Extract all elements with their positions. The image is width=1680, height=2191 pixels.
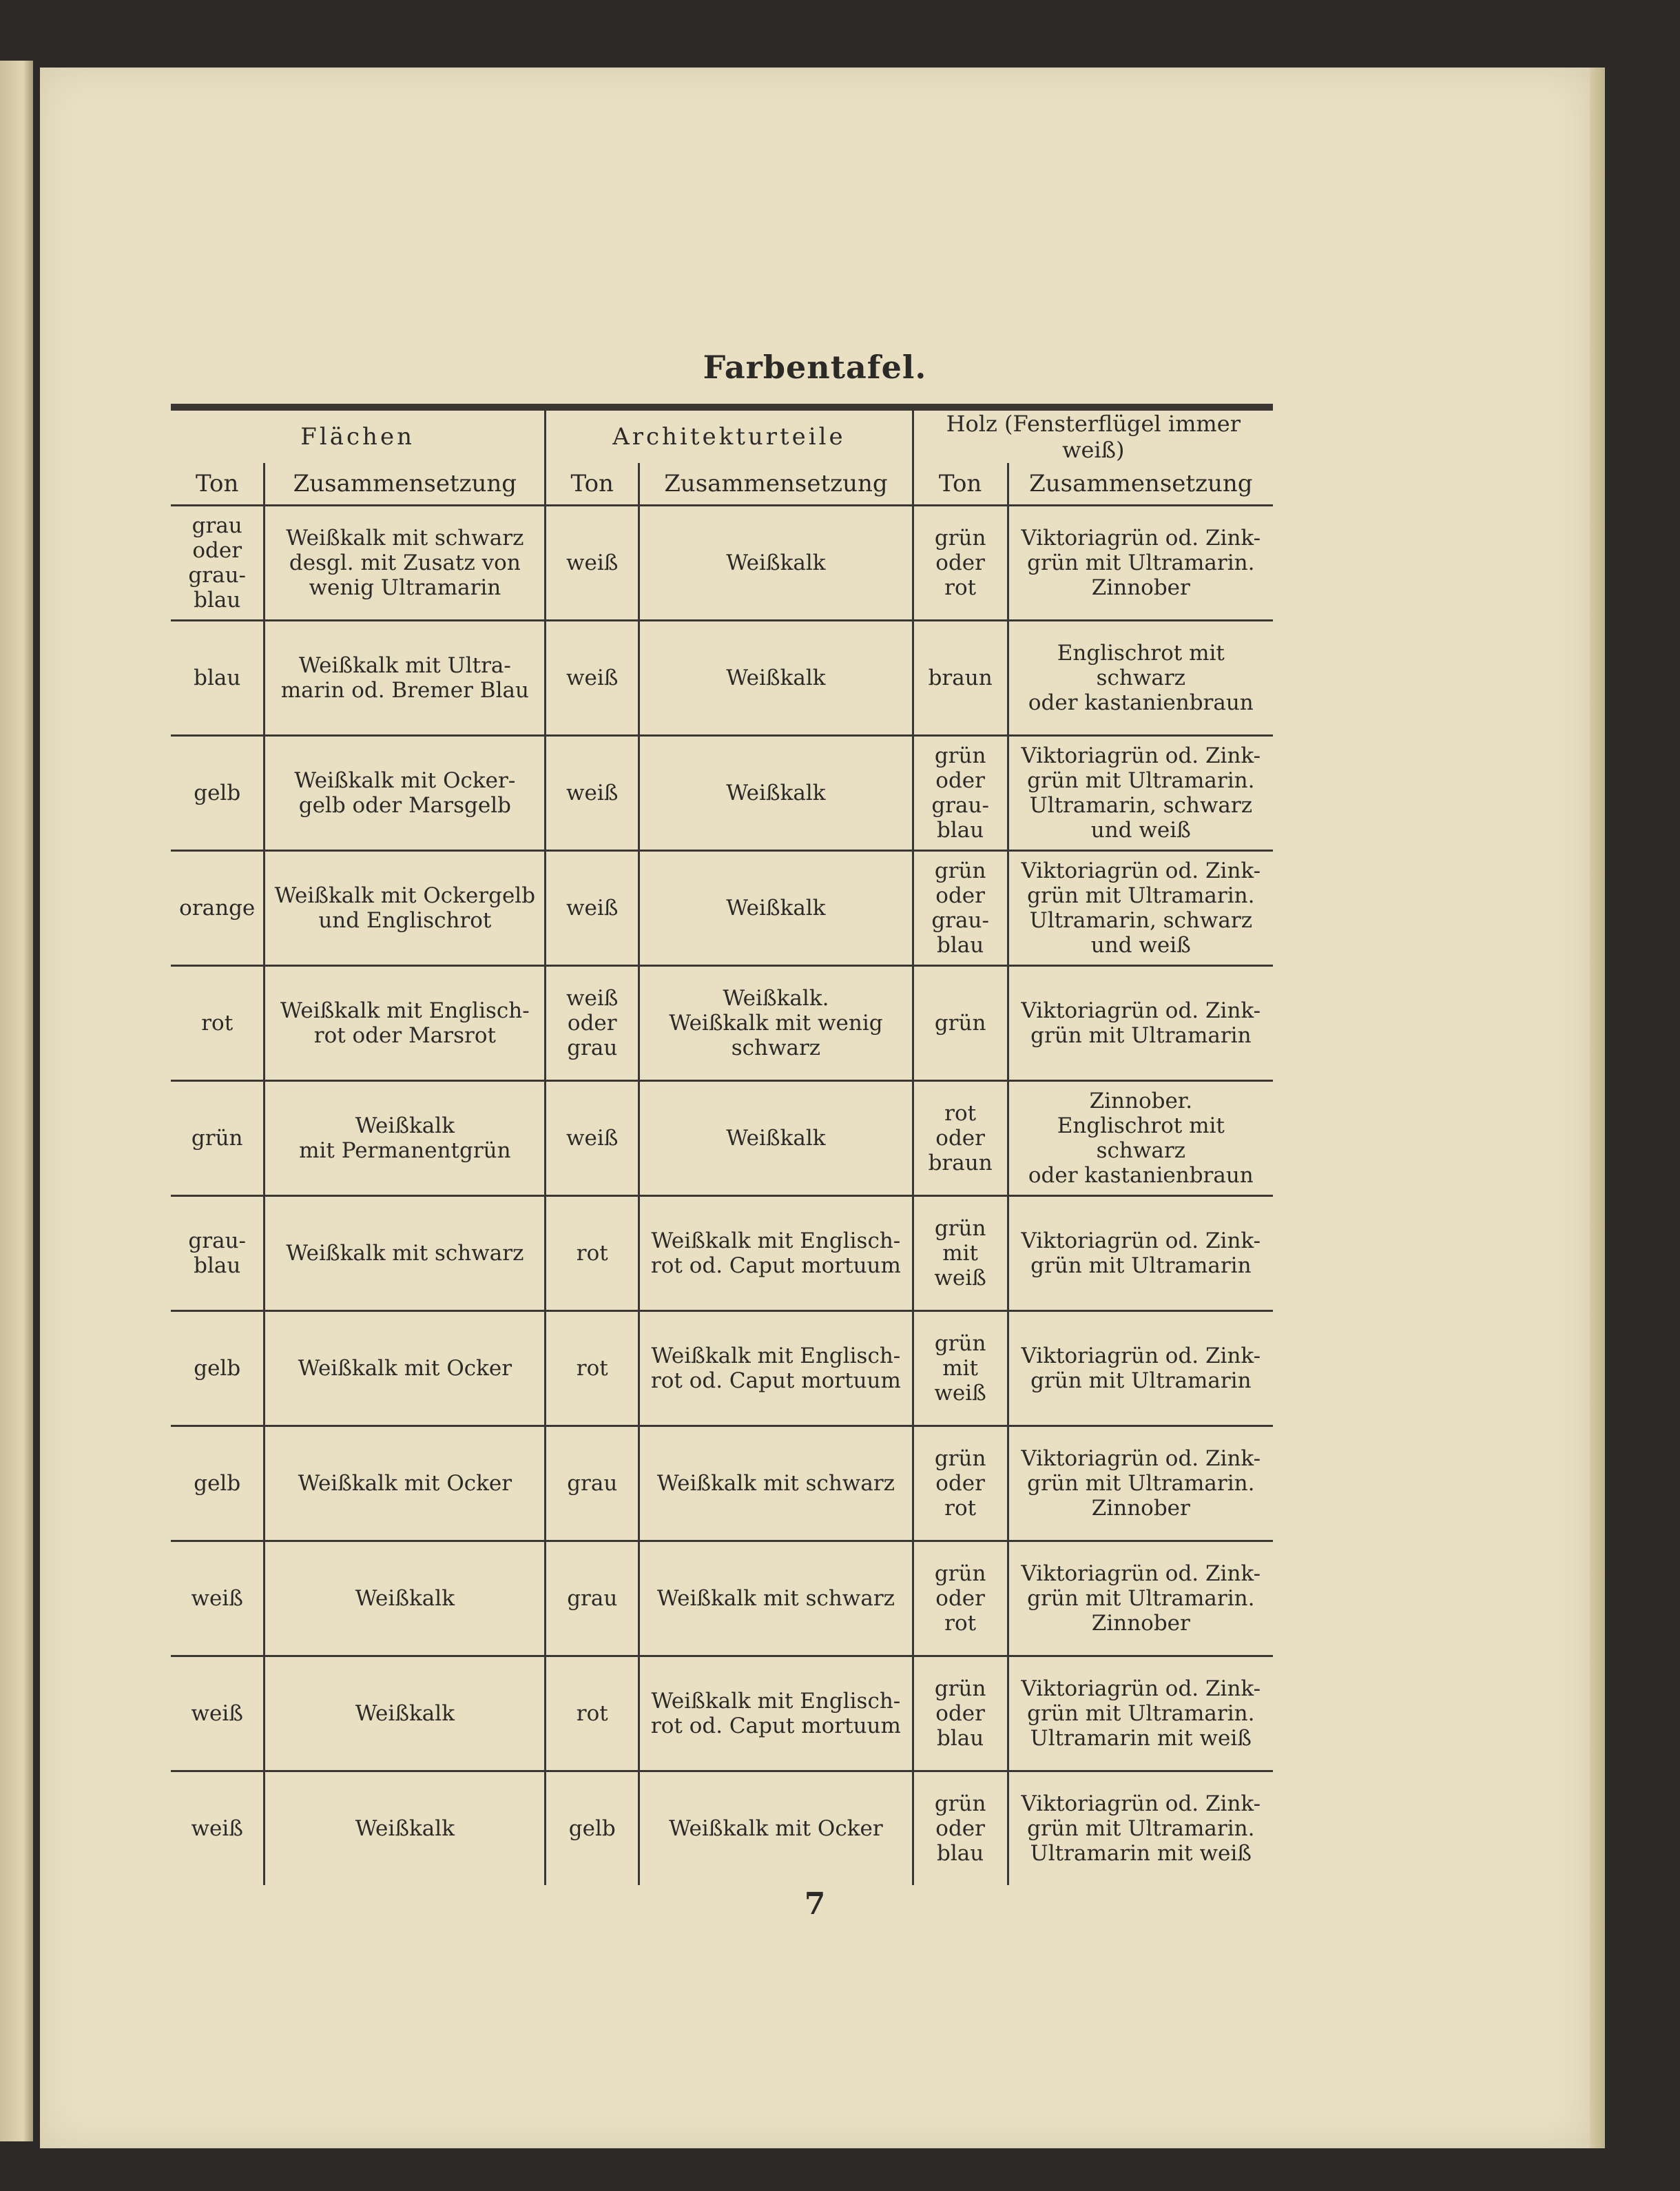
cell-flaechen-ton: blau bbox=[171, 621, 265, 736]
cell-flaechen-ton: grau- blau bbox=[171, 1196, 265, 1311]
cell-flaechen-zusammensetzung: Weißkalk mit Ocker- gelb oder Marsgelb bbox=[265, 736, 546, 851]
cell-holz-zusammensetzung: Viktoriagrün od. Zink- grün mit Ultramarin. Ultramarin mit weiß bbox=[1008, 1771, 1273, 1886]
cell-holz-ton: rot oder braun bbox=[913, 1081, 1008, 1196]
table-row bbox=[171, 736, 1273, 851]
table-row bbox=[171, 621, 1273, 736]
cell-flaechen-ton: rot bbox=[171, 966, 265, 1081]
cell-flaechen-ton: weiß bbox=[191, 1816, 243, 1841]
page-right-edge bbox=[1590, 68, 1605, 2148]
cell-arch-ton: weiß bbox=[546, 851, 639, 966]
cell-holz-ton: grün oder blau bbox=[913, 1771, 1008, 1886]
table-row bbox=[171, 966, 1273, 1081]
cell-arch-zusammensetzung: Weißkalk mit schwarz bbox=[639, 1541, 913, 1656]
cell-holz-zusammensetzung: Viktoriagrün od. Zink- grün mit Ultramarin. Ultramarin, schwarz und weiß bbox=[1008, 736, 1273, 851]
cell-flaechen-zusammensetzung: Weißkalk mit schwarz desgl. mit Zusatz von wenig Ultramarin bbox=[265, 506, 546, 621]
cell-arch-zusammensetzung: Weißkalk bbox=[639, 851, 913, 966]
cell-flaechen-ton: weiß bbox=[171, 1656, 265, 1771]
cell-arch-ton: gelb bbox=[546, 1771, 639, 1886]
table-row bbox=[171, 1426, 1273, 1541]
cell-flaechen-zusammensetzung: Weißkalk mit Englisch- rot oder Marsrot bbox=[265, 966, 546, 1081]
cell-flaechen-ton: gelb bbox=[171, 1311, 265, 1426]
cell-arch-zusammensetzung: Weißkalk bbox=[639, 621, 913, 736]
cell-flaechen-zusammensetzung: Weißkalk mit Ultra- marin od. Bremer Blau bbox=[265, 621, 546, 736]
cell-arch-zusammensetzung: Weißkalk mit Englisch- rot od. Caput mortuum bbox=[639, 1656, 913, 1771]
cell-arch-zusammensetzung: Weißkalk mit Ocker bbox=[639, 1771, 913, 1886]
cell-arch-zusammensetzung: Weißkalk bbox=[639, 506, 913, 621]
cell-flaechen-ton: grau oder grau- blau bbox=[171, 506, 265, 621]
cell-arch-ton: weiß bbox=[546, 506, 639, 621]
table-row bbox=[171, 1541, 1273, 1656]
cell-holz-zusammensetzung: Viktoriagrün od. Zink- grün mit Ultramarin bbox=[1008, 1311, 1273, 1426]
table-row bbox=[171, 1656, 1273, 1771]
cell-holz-ton: grün oder grau- blau bbox=[913, 851, 1008, 966]
cell-arch-ton: grau bbox=[546, 1426, 639, 1541]
cell-flaechen-ton: gelb bbox=[171, 1426, 265, 1541]
cell-flaechen-ton: gelb bbox=[171, 736, 265, 851]
column-header-holz-ton: Ton bbox=[913, 463, 1008, 506]
cell-holz-ton: grün bbox=[913, 966, 1008, 1081]
table-row bbox=[171, 506, 1273, 621]
table-group-header-row bbox=[171, 407, 1273, 463]
table-row bbox=[171, 851, 1273, 966]
cell-flaechen-zusammensetzung: Weißkalk mit Ockergelb und Englischrot bbox=[265, 851, 546, 966]
column-header-flaechen-zusammensetzung: Zusammensetzung bbox=[265, 463, 546, 506]
cell-arch-ton: rot bbox=[546, 1311, 639, 1426]
cell-arch-zusammensetzung: Weißkalk bbox=[639, 736, 913, 851]
cell-arch-ton: grau bbox=[546, 1541, 639, 1656]
cell-arch-zusammensetzung: Weißkalk bbox=[639, 1081, 913, 1196]
color-table bbox=[171, 404, 1273, 1885]
table-row bbox=[171, 1311, 1273, 1426]
cell-arch-zusammensetzung: Weißkalk mit Englisch- rot od. Caput mortuum bbox=[639, 1196, 913, 1311]
group-header-architekturteile: Architekturteile bbox=[546, 407, 913, 463]
cell-flaechen-zusammensetzung: Weißkalk mit Ocker bbox=[265, 1311, 546, 1426]
cell-arch-zusammensetzung: Weißkalk. Weißkalk mit wenig schwarz bbox=[639, 966, 913, 1081]
cell-arch-ton: weiß bbox=[546, 1081, 639, 1196]
cell-arch-zusammensetzung: Weißkalk mit schwarz bbox=[639, 1426, 913, 1541]
cell-flaechen-ton: weiß bbox=[171, 1541, 265, 1656]
cell-arch-ton: rot bbox=[546, 1196, 639, 1311]
page-title: Farbentafel. bbox=[703, 349, 927, 386]
table-row bbox=[171, 1196, 1273, 1311]
cell-holz-zusammensetzung: Viktoriagrün od. Zink- grün mit Ultramarin. Zinnober bbox=[1008, 1541, 1273, 1656]
cell-arch-ton: weiß bbox=[546, 736, 639, 851]
cell-holz-ton: grün oder rot bbox=[913, 1541, 1008, 1656]
cell-holz-ton: braun bbox=[913, 621, 1008, 736]
cell-holz-zusammensetzung: Viktoriagrün od. Zink- grün mit Ultramarin. Zinnober bbox=[1008, 506, 1273, 621]
cell-flaechen-zusammensetzung: Weißkalk bbox=[265, 1656, 546, 1771]
cell-holz-ton: grün mit weiß bbox=[913, 1311, 1008, 1426]
cell-holz-ton: grün oder rot bbox=[913, 506, 1008, 621]
left-page-edge bbox=[0, 61, 33, 2141]
cell-holz-zusammensetzung: Zinnober. Englischrot mit schwarz oder kastanienbraun bbox=[1008, 1081, 1273, 1196]
cell-arch-ton: weiß oder grau bbox=[546, 966, 639, 1081]
cell-flaechen-zusammensetzung: Weißkalk mit schwarz bbox=[265, 1196, 546, 1311]
page-number: 7 bbox=[804, 1886, 826, 1922]
cell-flaechen-zusammensetzung: Weißkalk bbox=[265, 1771, 546, 1886]
group-header-holz: Holz (Fensterflügel immer weiß) bbox=[913, 407, 1273, 463]
cell-holz-ton: grün oder blau bbox=[913, 1656, 1008, 1771]
table-sub-header-row bbox=[171, 463, 1273, 506]
cell-flaechen-zusammensetzung: Weißkalk mit Permanentgrün bbox=[265, 1081, 546, 1196]
cell-holz-zusammensetzung: Viktoriagrün od. Zink- grün mit Ultramarin bbox=[1008, 1196, 1273, 1311]
column-header-flaechen-ton: Ton bbox=[171, 463, 265, 506]
cell-flaechen-zusammensetzung: Weißkalk bbox=[265, 1541, 546, 1656]
book-page bbox=[40, 68, 1590, 2148]
color-table-container bbox=[171, 404, 1273, 1885]
cell-arch-ton: weiß bbox=[546, 621, 639, 736]
column-header-holz-zusammensetzung: Zusammensetzung bbox=[1008, 463, 1273, 506]
table-row bbox=[171, 1081, 1273, 1196]
cell-flaechen-zusammensetzung: Weißkalk mit Ocker bbox=[265, 1426, 546, 1541]
cell-holz-zusammensetzung: Viktoriagrün od. Zink- grün mit Ultramarin. Ultramarin mit weiß bbox=[1008, 1656, 1273, 1771]
table-row bbox=[171, 1771, 1273, 1886]
cell-arch-zusammensetzung: Weißkalk mit Englisch- rot od. Caput mortuum bbox=[639, 1311, 913, 1426]
cell-holz-zusammensetzung: Englischrot mit schwarz oder kastanienbraun bbox=[1008, 621, 1273, 736]
column-header-arch-zusammensetzung: Zusammensetzung bbox=[639, 463, 913, 506]
cell-holz-ton: grün mit weiß bbox=[913, 1196, 1008, 1311]
cell-holz-zusammensetzung: Viktoriagrün od. Zink- grün mit Ultramarin. Ultramarin, schwarz und weiß bbox=[1008, 851, 1273, 966]
cell-flaechen-ton: grün bbox=[171, 1081, 265, 1196]
cell-holz-zusammensetzung: Viktoriagrün od. Zink- grün mit Ultramarin. Zinnober bbox=[1008, 1426, 1273, 1541]
cell-flaechen-ton: orange bbox=[171, 851, 265, 966]
column-header-arch-ton: Ton bbox=[546, 463, 639, 506]
cell-holz-zusammensetzung: Viktoriagrün od. Zink- grün mit Ultramarin bbox=[1008, 966, 1273, 1081]
cell-holz-ton: grün oder grau- blau bbox=[913, 736, 1008, 851]
group-header-flaechen: Flächen bbox=[171, 407, 546, 463]
cell-arch-ton: rot bbox=[546, 1656, 639, 1771]
cell-holz-ton: grün oder rot bbox=[913, 1426, 1008, 1541]
